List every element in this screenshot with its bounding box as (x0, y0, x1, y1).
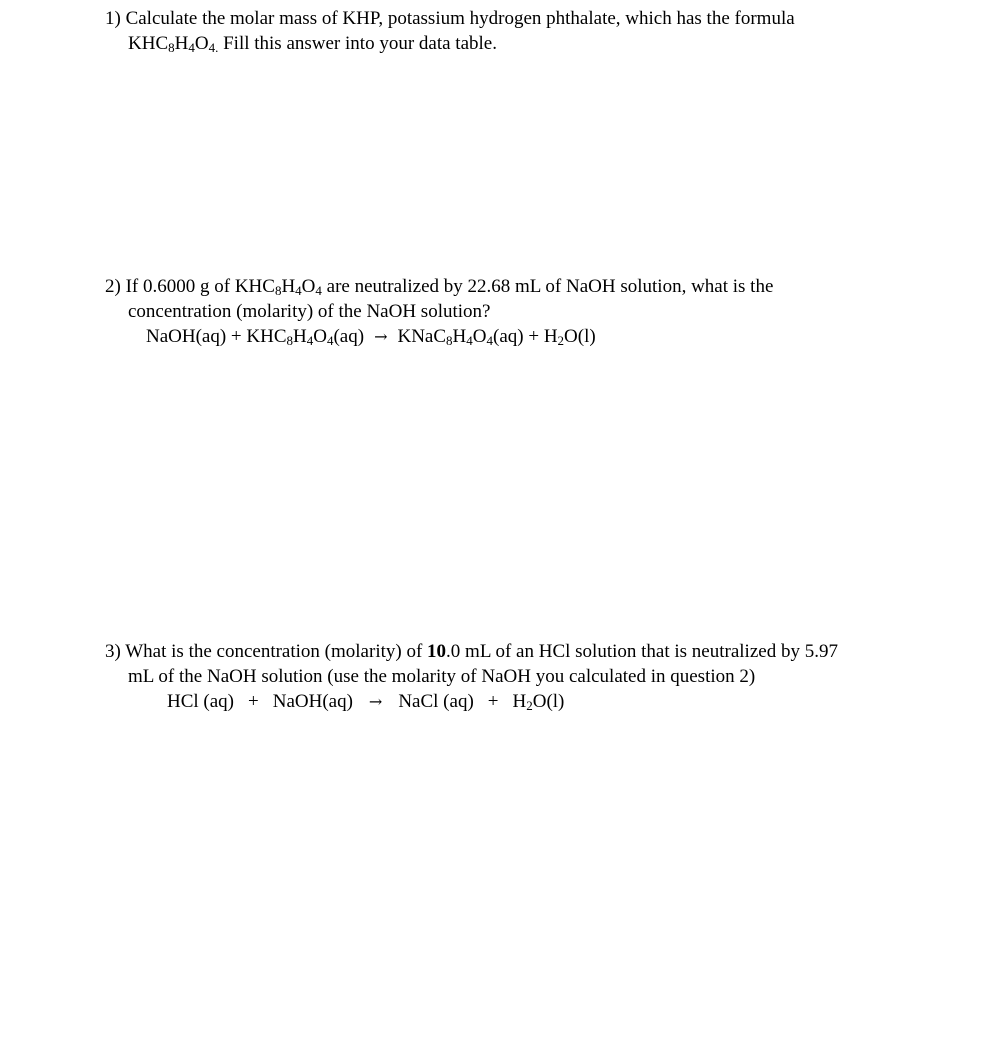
question-3-line-1: 3) What is the concentration (molarity) of 10.0 mL of an HCl solution that is neutralized by 5.97 (105, 641, 838, 662)
question-1-instruction: Fill this answer into your data table. (218, 33, 497, 54)
question-2-line-2: concentration (molarity) of the NaOH solution? (128, 301, 491, 322)
question-2-equation: NaOH(aq) + $KHC_8H_4O_4(aq)$ → $KNaC_8H_4O_4(aq) + H_2O(l)$ (146, 326, 596, 348)
question-1-line-1 (105, 6, 985, 31)
question-3 (105, 639, 985, 714)
question-3-line-2: mL of the NaOH solution (use the molarity of NaOH you calculated in question 2) (128, 666, 756, 687)
question-2 (105, 274, 985, 349)
question-1-line-2 (105, 31, 985, 56)
question-1 (105, 6, 985, 56)
reaction-arrow-icon: → (368, 692, 383, 711)
question-2-number: 2) (105, 276, 121, 297)
bold-volume: 10 (427, 641, 447, 662)
question-2-line-1: 2) If 0.6000 g of $KHC_8H_4O_4$ are neutralized by 22.68 mL of NaOH solution, what is the (105, 276, 774, 298)
khp-formula: $KHC_8H_4O_4$ (234, 276, 322, 298)
question-3-equation: HCl (aq) + NaOH(aq) → NaCl $(aq) + H_2O(l)$ (167, 691, 565, 713)
khp-formula: $KHC_8H_4O_{4.}$ (128, 33, 219, 55)
question-1-number: 1) (105, 8, 121, 29)
question-1-text: Calculate the molar mass of KHP, potassium hydrogen phthalate, which has the formula (125, 8, 795, 29)
reaction-arrow-icon: → (374, 327, 388, 346)
question-3-number: 3) (105, 641, 121, 662)
